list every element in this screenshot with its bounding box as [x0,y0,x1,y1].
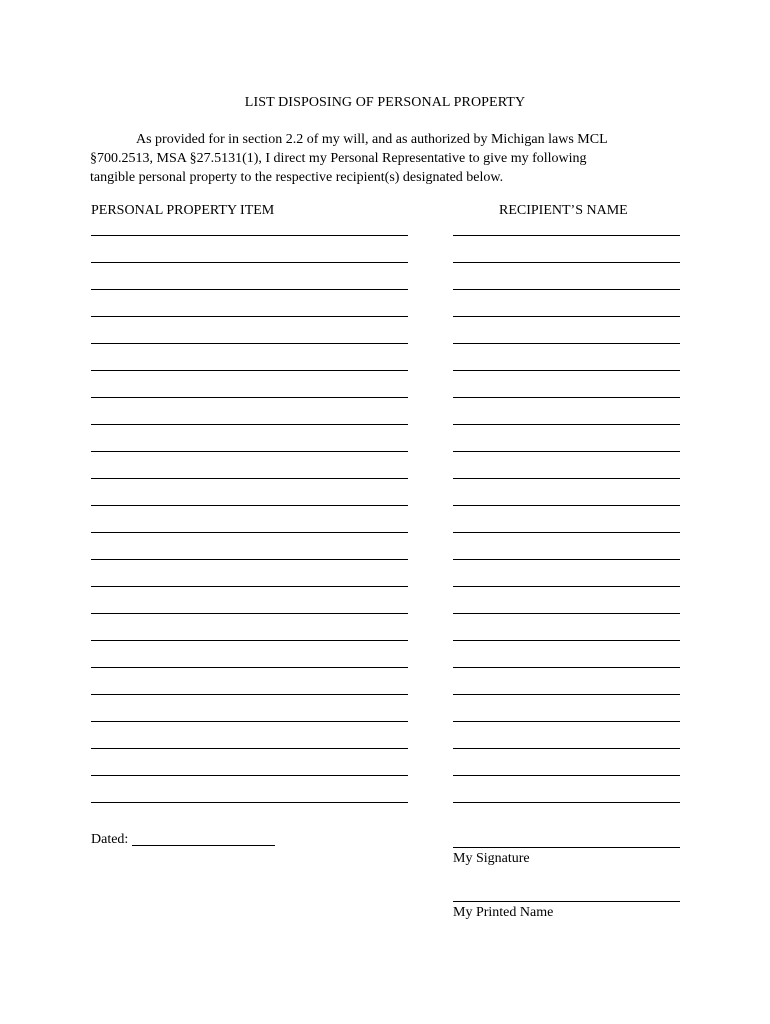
property-item-line[interactable] [91,343,408,344]
property-item-line[interactable] [91,640,408,641]
intro-line: §700.2513, MSA §27.5131(1), I direct my Personal Representative to give my following [90,151,587,166]
property-item-line[interactable] [91,802,408,803]
recipient-name-line[interactable] [453,505,680,506]
signature-line[interactable] [453,847,680,848]
property-item-line[interactable] [91,667,408,668]
intro-paragraph [90,130,650,187]
property-item-line[interactable] [91,586,408,587]
recipient-name-line[interactable] [453,235,680,236]
property-item-line[interactable] [91,397,408,398]
recipient-name-line[interactable] [453,748,680,749]
dated-field [91,832,275,848]
recipient-name-line[interactable] [453,532,680,533]
recipient-name-line[interactable] [453,613,680,614]
printed-name-label: My Printed Name [453,905,554,920]
recipient-name-line[interactable] [453,262,680,263]
dated-label: Dated: [91,832,129,847]
recipient-name-line[interactable] [453,559,680,560]
intro-line: tangible personal property to the respective recipient(s) designated below. [90,170,504,185]
recipient-name-line[interactable] [453,586,680,587]
signature-label: My Signature [453,851,530,866]
recipient-name-line[interactable] [453,721,680,722]
property-item-line[interactable] [91,721,408,722]
property-item-line[interactable] [91,289,408,290]
property-item-line[interactable] [91,451,408,452]
recipient-name-line[interactable] [453,667,680,668]
property-item-line[interactable] [91,262,408,263]
property-item-line[interactable] [91,370,408,371]
property-item-line[interactable] [91,532,408,533]
recipient-name-line[interactable] [453,451,680,452]
document-title: LIST DISPOSING OF PERSONAL PROPERTY [244,95,526,110]
property-item-line[interactable] [91,424,408,425]
property-item-line[interactable] [91,613,408,614]
recipient-name-line[interactable] [453,640,680,641]
recipient-name-line[interactable] [453,694,680,695]
property-item-line[interactable] [91,748,408,749]
recipient-name-header: RECIPIENT’S NAME [499,203,628,218]
property-item-line[interactable] [91,316,408,317]
printed-name-line[interactable] [453,901,680,902]
property-item-line[interactable] [91,775,408,776]
property-item-line[interactable] [91,694,408,695]
property-item-line[interactable] [91,559,408,560]
property-item-line[interactable] [91,505,408,506]
recipient-name-line[interactable] [453,424,680,425]
property-item-line[interactable] [91,235,408,236]
recipient-name-line[interactable] [453,775,680,776]
recipient-name-line[interactable] [453,802,680,803]
intro-line: As provided for in section 2.2 of my will, and as authorized by Michigan laws MCL [136,132,608,147]
recipient-name-line[interactable] [453,370,680,371]
property-item-line[interactable] [91,478,408,479]
recipient-name-line[interactable] [453,478,680,479]
recipient-name-line[interactable] [453,316,680,317]
dated-blank-line[interactable] [132,845,275,846]
property-item-header: PERSONAL PROPERTY ITEM [91,203,275,218]
recipient-name-line[interactable] [453,289,680,290]
recipient-name-line[interactable] [453,343,680,344]
recipient-name-line[interactable] [453,397,680,398]
